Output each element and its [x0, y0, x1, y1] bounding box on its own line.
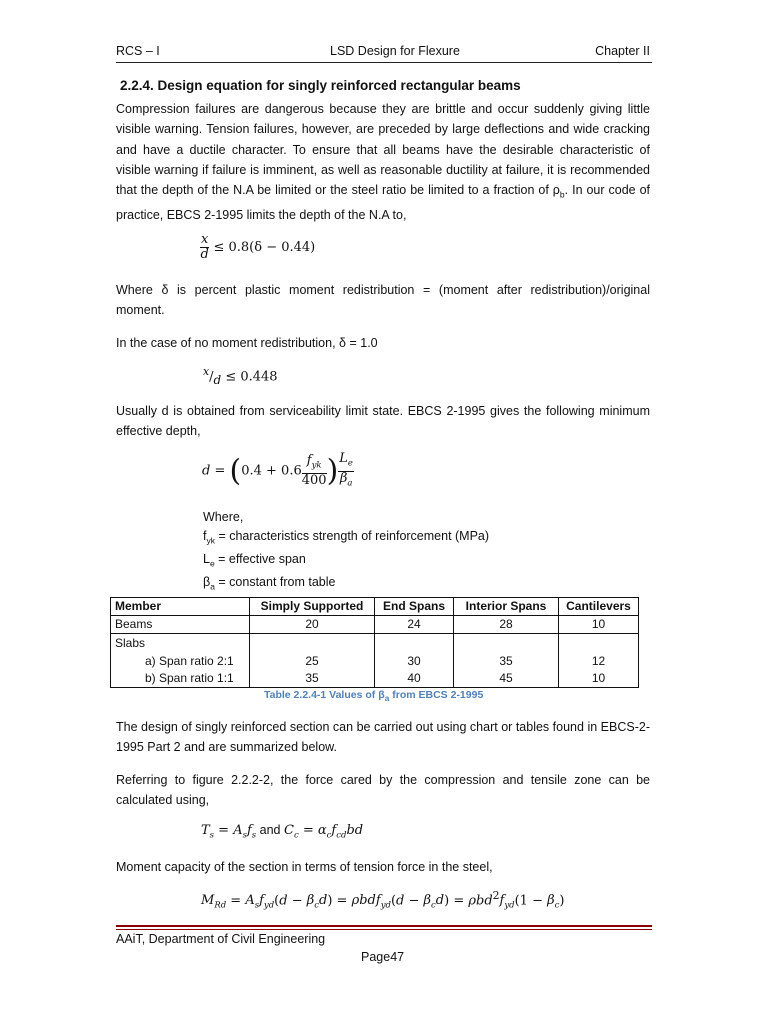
table-cell: 40	[375, 670, 454, 688]
table-cell: 30	[375, 634, 454, 671]
paragraph-redistribution: Where δ is percent plastic moment redistribution = (moment after redistribution)/original moment.	[116, 283, 650, 318]
table-row	[111, 616, 639, 634]
where-le: $L_e$ = effective span	[203, 551, 306, 568]
paragraph-effective-depth: Usually d is obtained from serviceability limit state. EBCS 2-1995 gives the following minimum effective depth,	[116, 404, 650, 439]
table-cell: b) Span ratio 1:1	[111, 670, 250, 688]
paragraph-force-zones: Referring to figure 2.2.2-2, the force cared by the compression and tensile zone can be calculated using,	[116, 773, 650, 808]
table-caption: Table 2.2.4-1 Values of $\beta_a$ from EBCS 2-1995	[264, 689, 484, 704]
page-number: Page47	[361, 950, 405, 964]
table-header-row	[111, 598, 639, 616]
where-fyk: $f_{yk}$ = characteristics strength of reinforcement (MPa)	[203, 528, 490, 545]
equation-forces: $T_s = A_sf_s$ and $C_c = \alpha_cf_{cd}bd$	[201, 823, 364, 841]
table-cell: 45	[454, 670, 559, 688]
table-row	[111, 634, 639, 671]
where-block	[203, 508, 489, 596]
table-header: End Spans	[375, 598, 454, 616]
header-right: Chapter II	[595, 44, 650, 58]
table-row	[111, 670, 639, 688]
footer-rule-thin	[116, 929, 652, 930]
table-cell: 25	[250, 634, 375, 671]
equation-na-depth-limit: $\frac{x}{d}$ ≤ 0.8(δ − 0.44)	[200, 232, 316, 262]
footer-department: AAiT, Department of Civil Engineering	[116, 932, 326, 946]
equation-min-effective-depth: d = (0.4 + 0.6 $\frac{f_{yk}}{400}$ ) $\frac{L_e}{\beta_a}$	[202, 451, 353, 489]
equation-moment-resistance: $M_{Rd} = A_sf_{yd}(d - \beta_cd) = \rho bdf_{yd}(d - \beta_cd) = \rho bd^2f_{yd}(1 - \beta_c)$	[201, 889, 565, 911]
table-cell: Beams	[111, 616, 250, 634]
beta-values-table	[110, 597, 639, 688]
table-cell: 24	[375, 616, 454, 634]
section-heading: 2.2.4. Design equation for singly reinforced rectangular beams	[120, 78, 521, 93]
header-rule	[116, 62, 652, 63]
table-cell: Slabs a) Span ratio 2:1	[111, 634, 250, 671]
where-title: Where,	[203, 510, 244, 524]
table-header: Cantilevers	[559, 598, 639, 616]
table-header: Interior Spans	[454, 598, 559, 616]
table-cell: 12	[559, 634, 639, 671]
paragraph-moment-capacity: Moment capacity of the section in terms of tension force in the steel,	[116, 860, 493, 874]
page-header	[116, 44, 652, 62]
table-cell: 35	[454, 634, 559, 671]
table-cell: 35	[250, 670, 375, 688]
table-header: Simply Supported	[250, 598, 375, 616]
paragraph-intro: Compression failures are dangerous because they are brittle and occur suddenly giving little visible warning. Tension failures, however, are preceded by large deflections and wide cracking and have a ductile character. To ensure that all beams have the desirable characteristic of visible warning if failure is imminent, as well as reasonable ductility at failure, it is recommended that the depth of the N.A be limited or the steel ratio be limited to a fraction of $\rho_b$. In our code of practice, EBCS 2-1995 limits the depth of the N.A to,	[116, 102, 650, 222]
table-cell: 28	[454, 616, 559, 634]
table-header: Member	[111, 598, 250, 616]
table-cell: 20	[250, 616, 375, 634]
footer-rule-thick	[116, 925, 652, 927]
paragraph-no-redistribution: In the case of no moment redistribution, δ = 1.0	[116, 336, 378, 350]
where-ba: $\beta_a$ = constant from table	[203, 574, 336, 591]
header-center: LSD Design for Flexure	[330, 44, 460, 58]
equation-na-limit-value: $^x/_d \le 0.448$	[203, 365, 278, 387]
table-cell: 10	[559, 616, 639, 634]
header-left: RCS – I	[116, 44, 160, 58]
table-cell: 10	[559, 670, 639, 688]
paragraph-design-charts: The design of singly reinforced section can be carried out using chart or tables found in EBCS-2-1995 Part 2 and are summarized below.	[116, 720, 650, 755]
